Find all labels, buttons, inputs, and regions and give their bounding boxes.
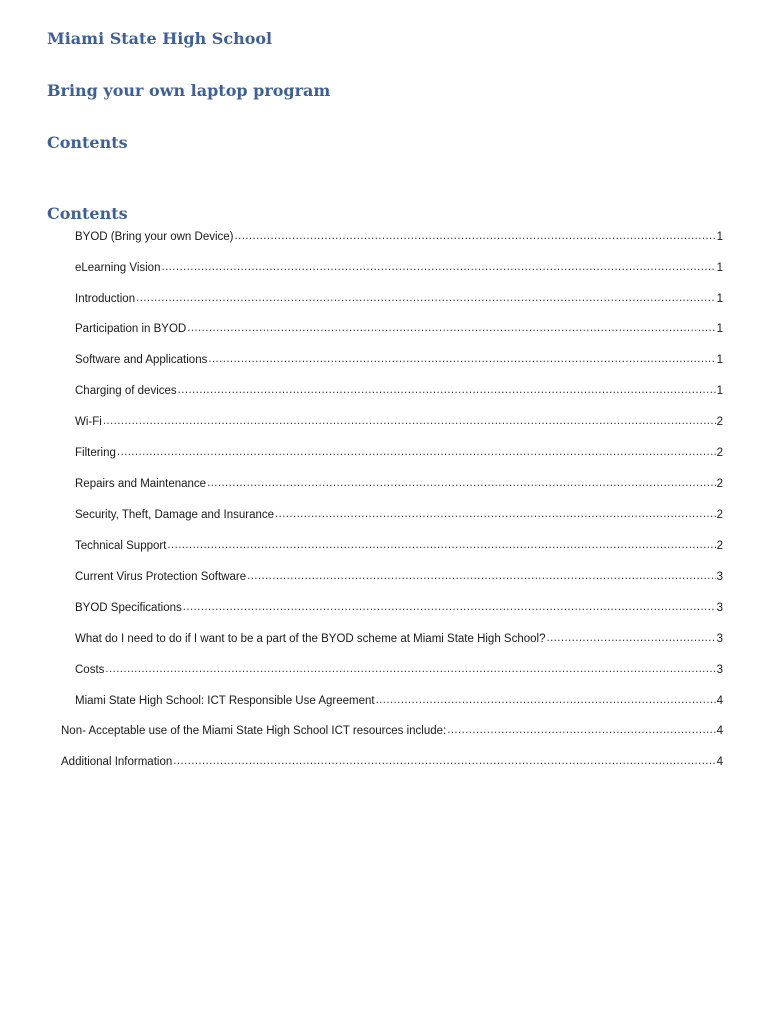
- toc-dot-leader: [105, 661, 715, 677]
- toc-page-number: 2: [716, 509, 723, 521]
- toc-page-number: 3: [716, 571, 723, 583]
- toc-entry-software[interactable]: [75, 352, 723, 368]
- toc-page-number: 2: [716, 540, 723, 552]
- toc-entry-technical-support[interactable]: [75, 538, 723, 554]
- toc-entry-label: Filtering: [75, 447, 116, 459]
- toc-entry-non-acceptable-use[interactable]: [61, 723, 723, 739]
- toc-page-number: 1: [716, 262, 723, 274]
- toc-entry-introduction[interactable]: [75, 291, 723, 307]
- toc-entry-costs[interactable]: [75, 662, 723, 678]
- toc-page-number: 3: [716, 633, 723, 645]
- toc-entry-additional-information[interactable]: [61, 754, 723, 770]
- toc-dot-leader: [546, 630, 715, 646]
- toc-entry-charging[interactable]: [75, 383, 723, 399]
- toc-entry-repairs[interactable]: [75, 476, 723, 492]
- toc-page-number: 4: [716, 756, 723, 768]
- toc-page-number: 2: [716, 416, 723, 428]
- toc-page-number: 2: [716, 447, 723, 459]
- toc-dot-leader: [161, 259, 715, 275]
- toc-page-number: 1: [716, 293, 723, 305]
- toc-entry-label: Wi-Fi: [75, 416, 102, 428]
- toc-entry-label: BYOD Specifications: [75, 602, 182, 614]
- toc-entry-label: Security, Theft, Damage and Insurance: [75, 509, 275, 521]
- toc-page-number: 1: [716, 231, 723, 243]
- toc-page-number: 4: [716, 725, 723, 737]
- toc-entry-label: Non- Acceptable use of the Miami State High School ICT resources include:: [61, 725, 447, 737]
- toc-page-number: 4: [716, 695, 723, 707]
- toc-dot-leader: [447, 722, 715, 738]
- toc-dot-leader: [235, 228, 716, 244]
- toc-dot-leader: [167, 537, 715, 553]
- toc-entry-label: Costs: [75, 664, 105, 676]
- program-title: Bring your own laptop program: [47, 81, 331, 100]
- toc-dot-leader: [275, 506, 716, 522]
- toc-entry-label: eLearning Vision: [75, 262, 161, 274]
- toc-entry-virus-protection[interactable]: [75, 569, 723, 585]
- toc-entry-label: BYOD (Bring your own Device): [75, 231, 234, 243]
- toc-entry-elearning-vision[interactable]: [75, 260, 723, 276]
- toc-page-number: 1: [716, 354, 723, 366]
- toc-page-number: 1: [716, 385, 723, 397]
- toc-entry-label: Introduction: [75, 293, 136, 305]
- toc-dot-leader: [247, 568, 716, 584]
- toc-page-number: 3: [716, 602, 723, 614]
- toc-dot-leader: [183, 599, 716, 615]
- toc-entry-byod-specifications[interactable]: [75, 600, 723, 616]
- toc-entry-label: Charging of devices: [75, 385, 177, 397]
- toc-heading: Contents: [47, 204, 128, 223]
- toc-dot-leader: [178, 382, 716, 398]
- toc-page-number: 3: [716, 664, 723, 676]
- toc-dot-leader: [117, 444, 716, 460]
- toc-dot-leader: [103, 413, 716, 429]
- toc-entry-filtering[interactable]: [75, 445, 723, 461]
- contents-heading: Contents: [47, 133, 128, 152]
- toc-entry-label: Participation in BYOD: [75, 323, 187, 335]
- toc-dot-leader: [173, 753, 715, 769]
- toc-entry-label: Technical Support: [75, 540, 167, 552]
- toc-page-number: 2: [716, 478, 723, 490]
- toc-entry-wifi[interactable]: [75, 414, 723, 430]
- toc-entry-participation[interactable]: [75, 321, 723, 337]
- toc-entry-label: Additional Information: [61, 756, 173, 768]
- toc-entry-byod[interactable]: [75, 229, 723, 245]
- toc-entry-responsible-use[interactable]: [75, 693, 723, 709]
- toc-dot-leader: [187, 320, 715, 336]
- school-title: Miami State High School: [47, 29, 273, 48]
- toc-page-number: 1: [716, 323, 723, 335]
- toc-entry-label: What do I need to do if I want to be a part of the BYOD scheme at Miami State High School?: [75, 633, 546, 645]
- toc-dot-leader: [376, 692, 716, 708]
- toc-dot-leader: [207, 475, 716, 491]
- toc-entry-label: Current Virus Protection Software: [75, 571, 247, 583]
- toc-dot-leader: [208, 351, 715, 367]
- toc-entry-label: Software and Applications: [75, 354, 208, 366]
- toc-entry-how-to-join[interactable]: [75, 631, 723, 647]
- toc-entry-label: Repairs and Maintenance: [75, 478, 207, 490]
- toc-entry-security[interactable]: [75, 507, 723, 523]
- toc-entry-label: Miami State High School: ICT Responsible Use Agreement: [75, 695, 375, 707]
- toc-dot-leader: [136, 290, 715, 306]
